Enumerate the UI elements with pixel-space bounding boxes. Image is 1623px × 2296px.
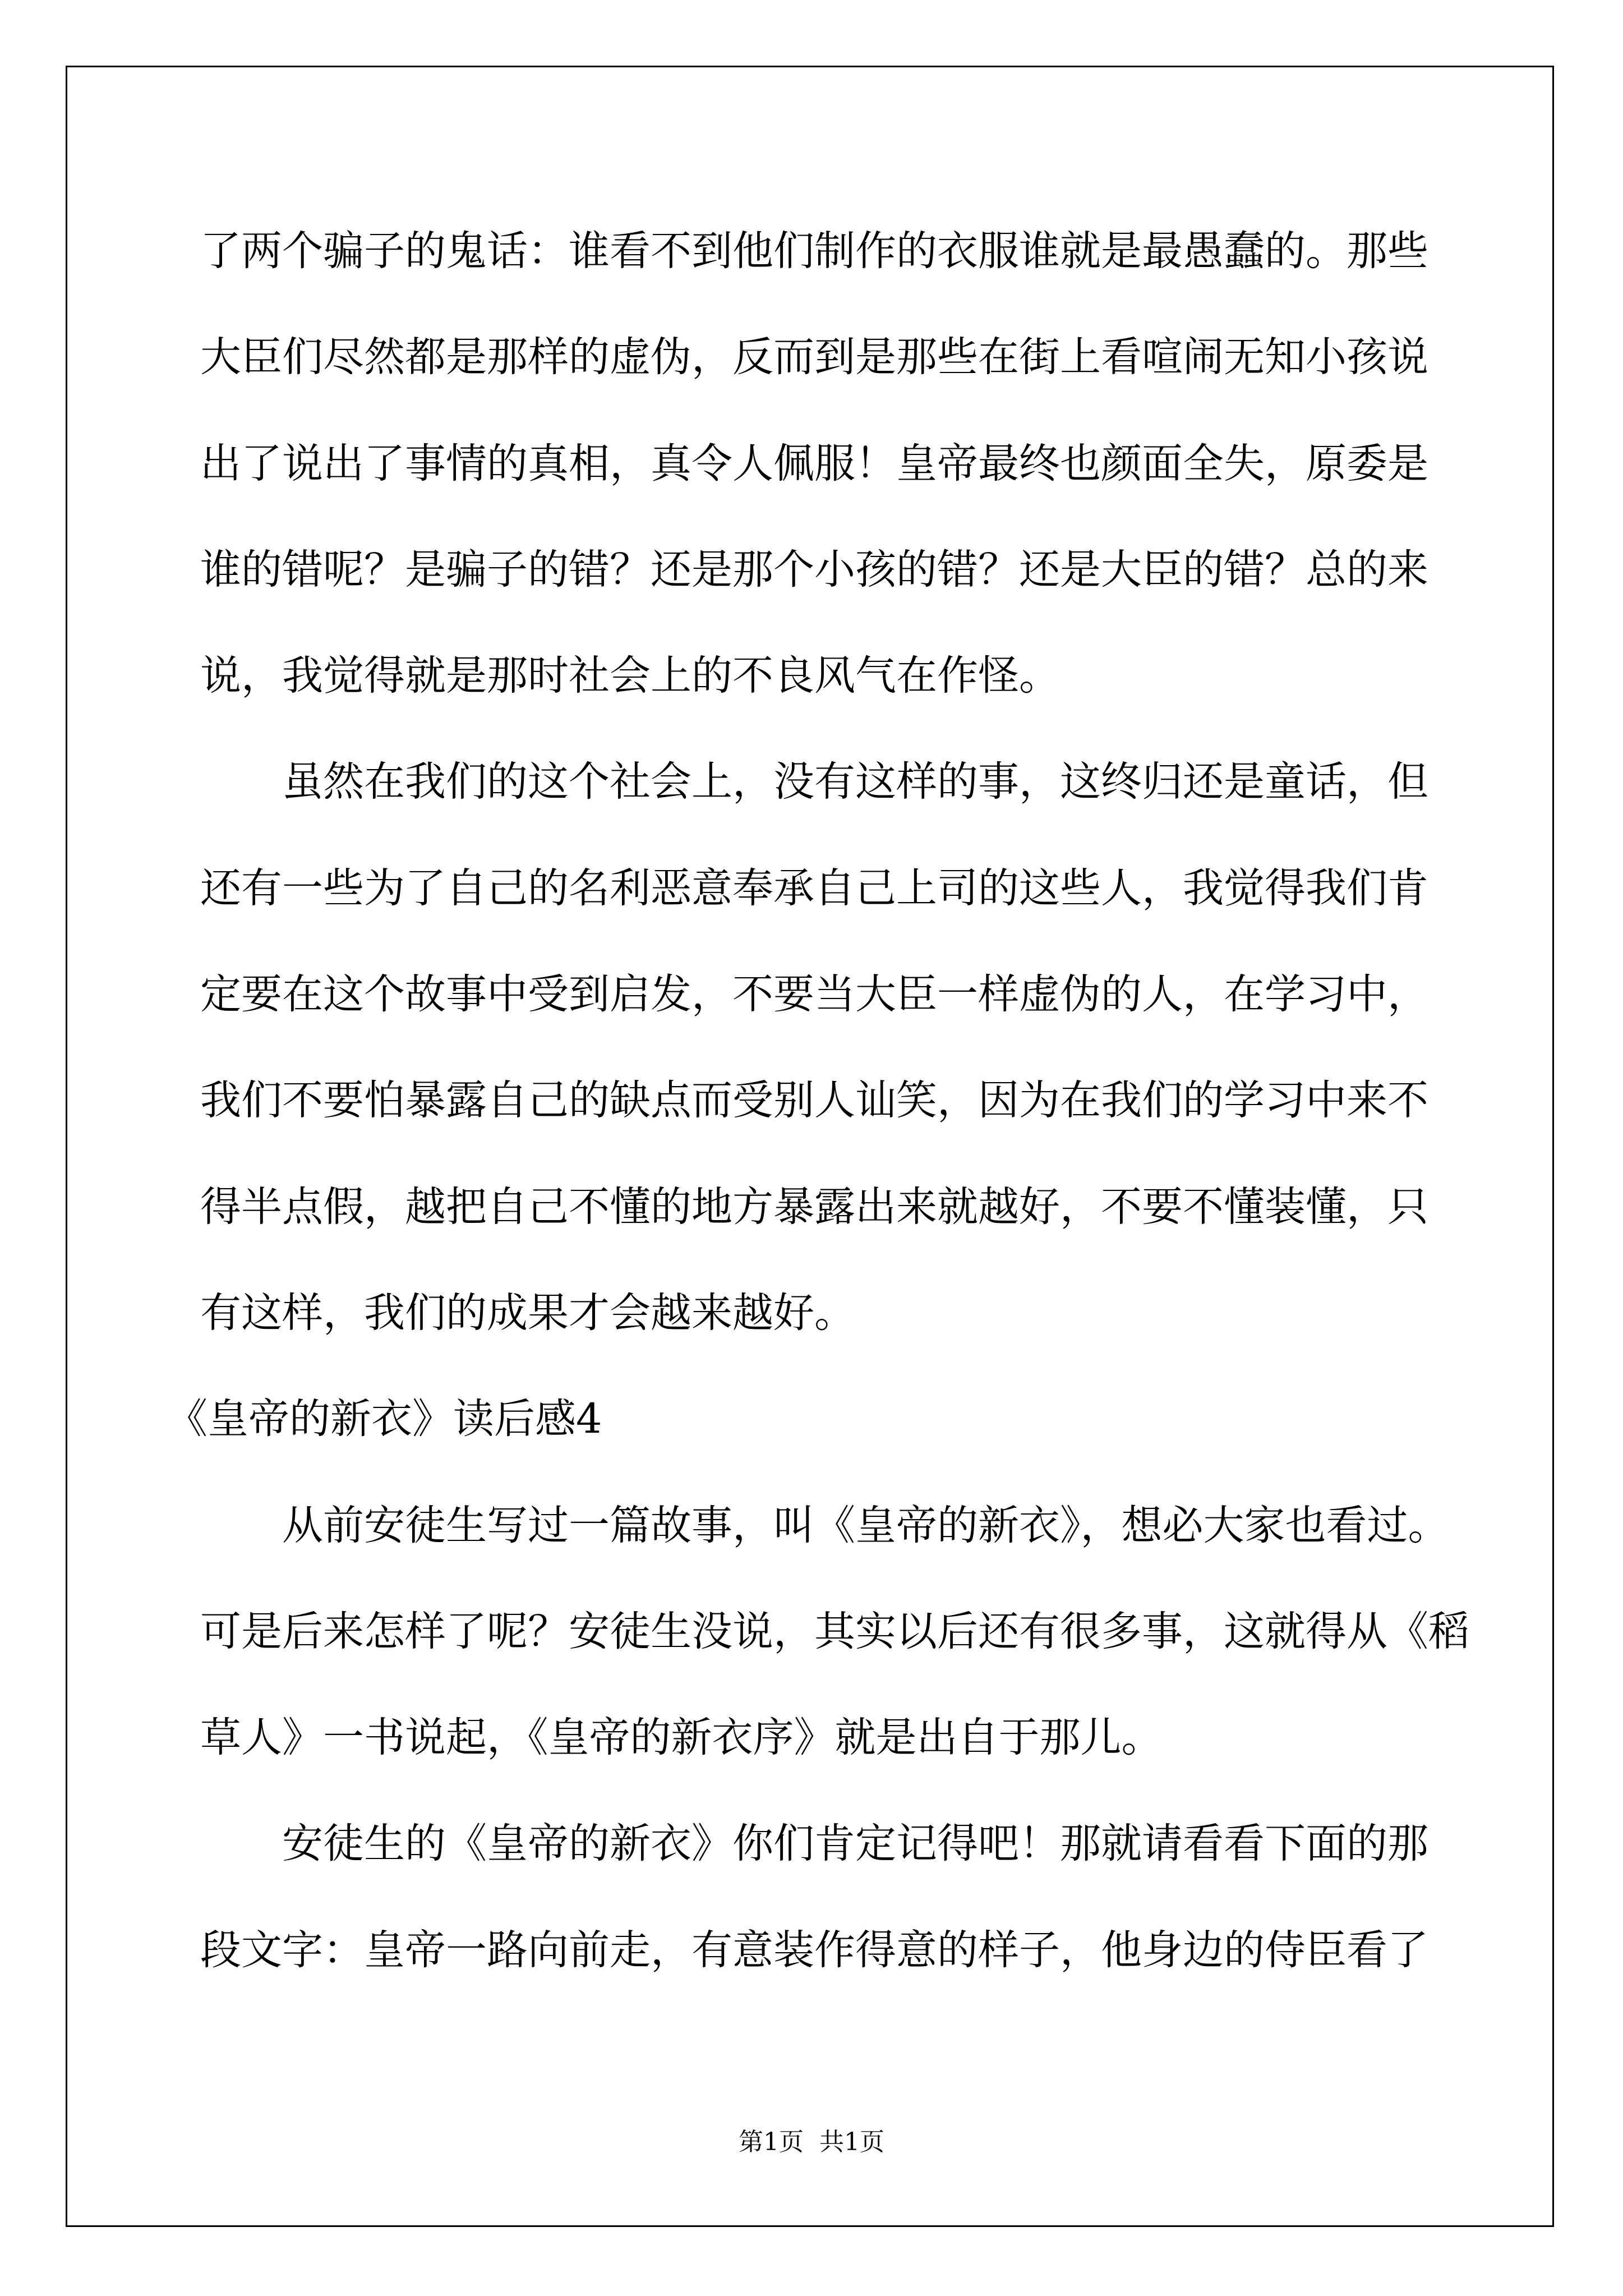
text-line: 可是后来怎样了呢？安徒生没说，其实以后还有很多事，这就得从《稻 xyxy=(200,1607,1469,1655)
paragraph xyxy=(200,729,1535,1366)
page-number-footer: 第1页 共1页 xyxy=(739,2128,884,2156)
text-line: 安徒生的《皇帝的新衣》你们肯定记得吧！那就请看看下面的那 xyxy=(282,1820,1428,1868)
text-line: 出了说出了事情的真相，真令人佩服！皇帝最终也颜面全失，原委是 xyxy=(200,439,1428,487)
text-line: 虽然在我们的这个社会上，没有这样的事，这终归还是童话，但 xyxy=(282,758,1428,806)
text-line: 我们不要怕暴露自己的缺点而受别人讪笑，因为在我们的学习中来不 xyxy=(200,1076,1428,1125)
text-line: 有这样，我们的成果才会越来越好。 xyxy=(200,1289,855,1337)
text-line: 定要在这个故事中受到启发，不要当大臣一样虚伪的人，在学习中， xyxy=(200,970,1428,1019)
text-line: 还有一些为了自己的名利恶意奉承自己上司的这些人，我觉得我们肯 xyxy=(200,864,1428,912)
section-heading: 《皇帝的新衣》读后感4 xyxy=(167,1395,602,1443)
paragraph xyxy=(200,1791,1535,2003)
text-line: 从前安徒生写过一篇故事，叫《皇帝的新衣》，想必大家也看过。 xyxy=(282,1501,1449,1549)
text-line: 得半点假，越把自己不懂的地方暴露出来就越好，不要不懂装懂，只 xyxy=(200,1182,1428,1231)
text-line: 谁的错呢？是骗子的错？还是那个小孩的错？还是大臣的错？总的来 xyxy=(200,545,1428,593)
document-body xyxy=(167,198,1535,2003)
text-line: 段文字：皇帝一路向前走，有意装作得意的样子，他身边的侍臣看了 xyxy=(200,1926,1428,1974)
text-line: 说，我觉得就是那时社会上的不良风气在作怪。 xyxy=(200,652,1060,700)
text-line: 了两个骗子的鬼话：谁看不到他们制作的衣服谁就是最愚蠢的。那些 xyxy=(200,227,1428,275)
paragraph xyxy=(200,198,1535,729)
text-line: 大臣们尽然都是那样的虚伪，反而到是那些在街上看喧闹无知小孩说 xyxy=(200,333,1428,381)
paragraph xyxy=(200,1473,1535,1791)
text-line: 草人》一书说起，《皇帝的新衣序》就是出自于那儿。 xyxy=(200,1714,1163,1762)
